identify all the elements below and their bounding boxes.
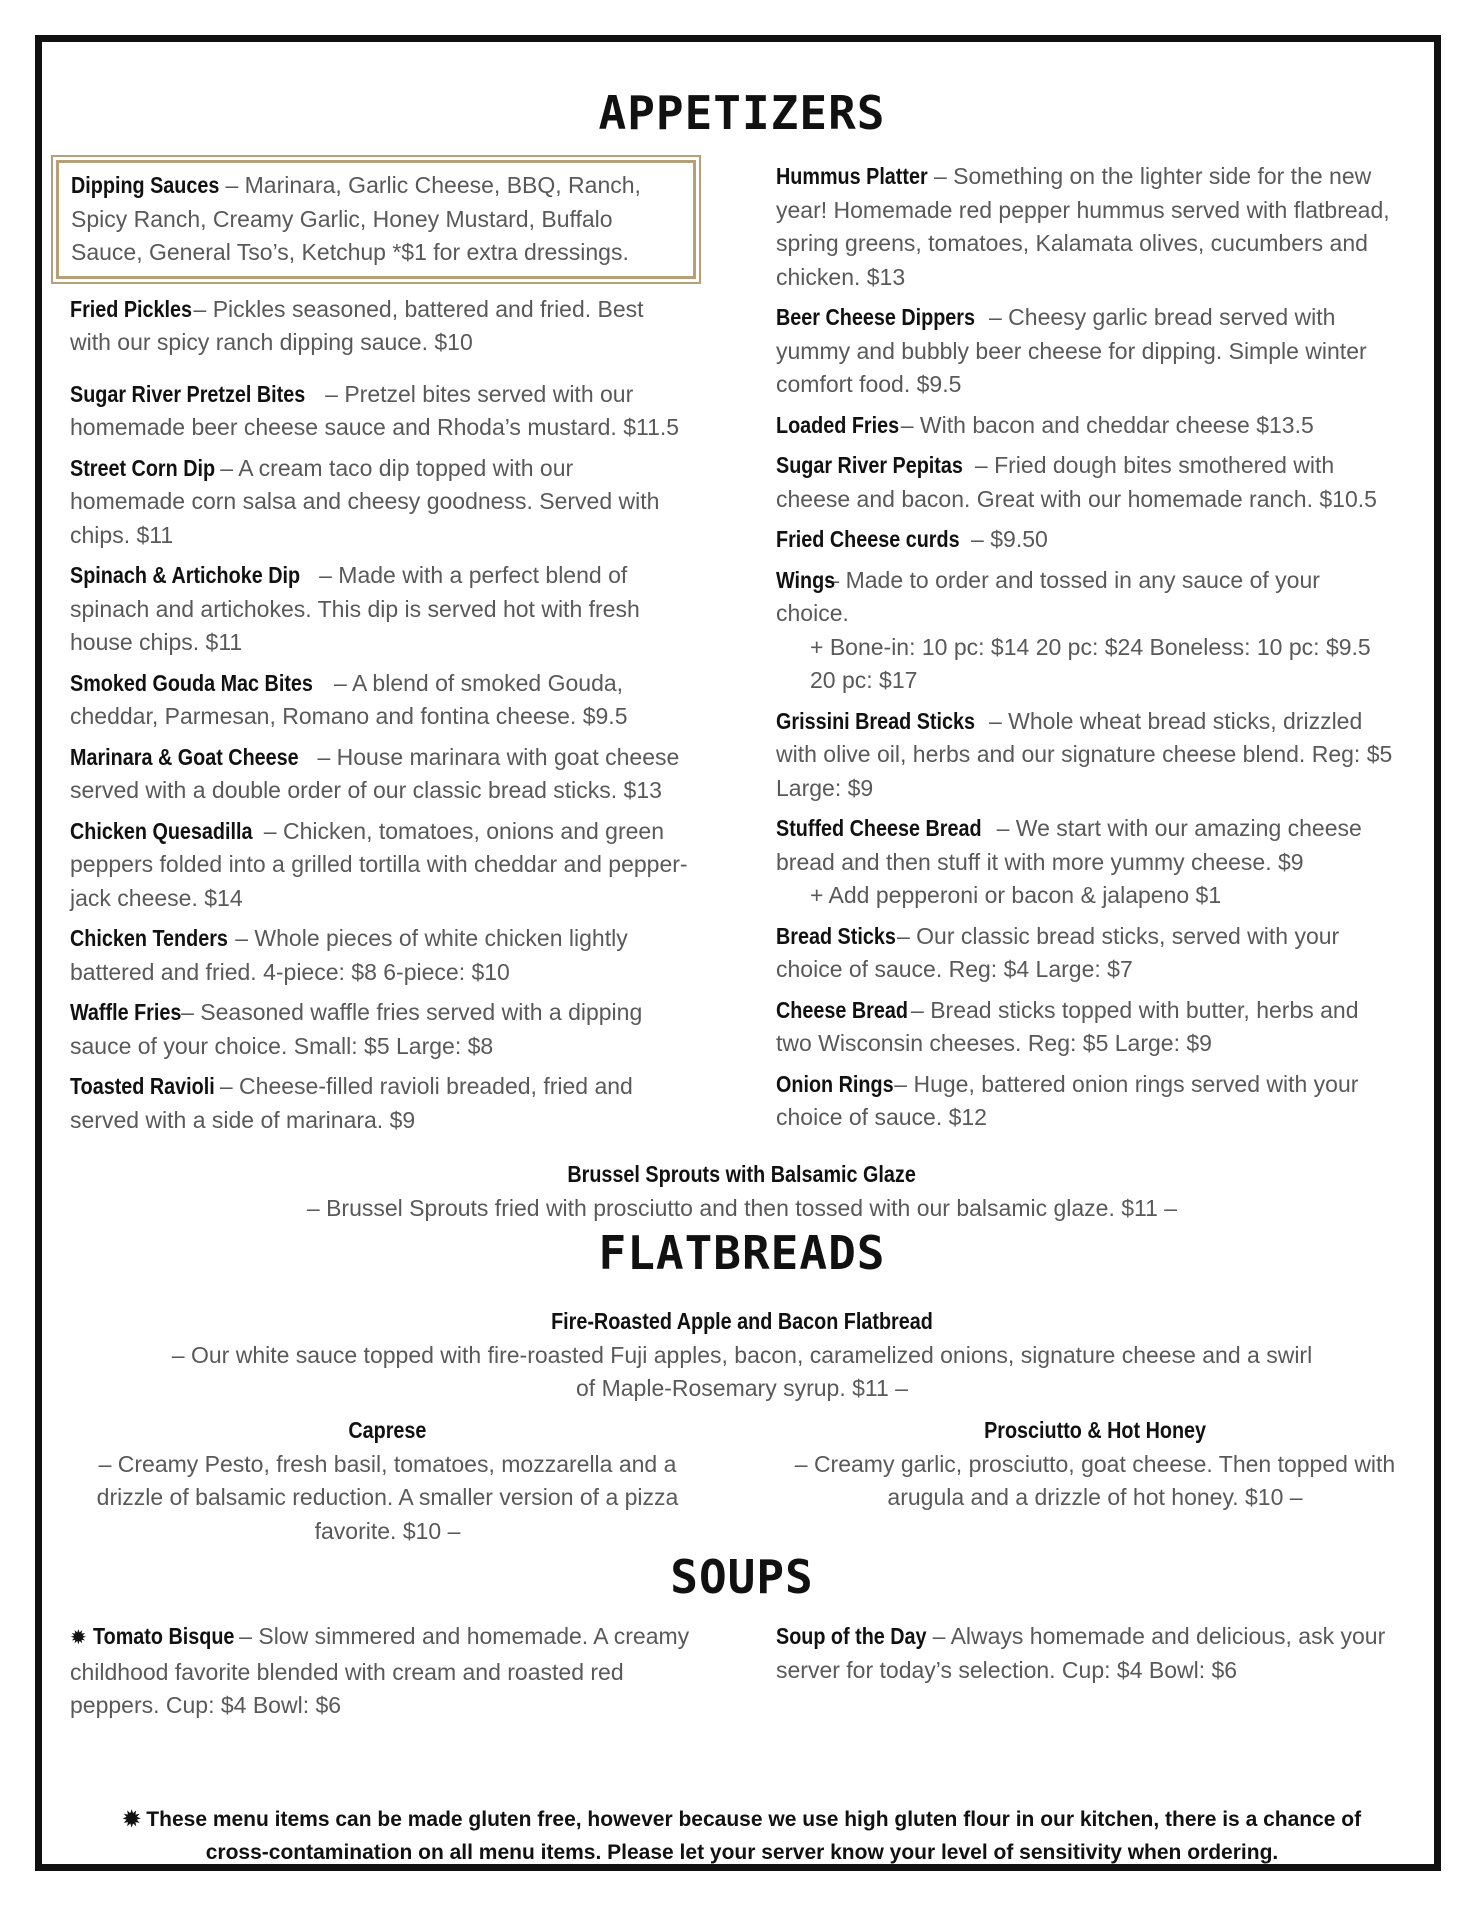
item-desc: – Our classic bread sticks, served with your choice of sauce. Reg: $4 Large: $7 [776, 922, 1340, 982]
menu-item [70, 1620, 690, 1723]
item-name: Fried Cheese curds [776, 526, 960, 552]
item-name: Hummus Platter [776, 163, 928, 189]
item-desc: – Whole wheat bread sticks, drizzled with olive oil, herbs and our signature cheese blend. Reg: $5 Large: $9 [776, 707, 1393, 801]
soup-right [776, 1620, 1396, 1694]
footnote-text: These menu items can be made gluten free, however because we use high gluten flour in our kitchen, there is a chance of cross-contamination on all menu items. Please let your server know your level of sensitivity when ordering. [140, 1808, 1362, 1864]
prosciutto-flatbread [780, 1414, 1410, 1515]
soups-heading: SOUPS [670, 1550, 814, 1604]
item-desc: – Whole pieces of white chicken lightly battered and fried. 4-piece: $8 6-piece: $10 [70, 925, 628, 985]
menu-item [70, 559, 690, 660]
item-name: Prosciutto & Hot Honey [984, 1417, 1206, 1443]
item-name: Beer Cheese Dippers [776, 304, 975, 330]
menu-item [776, 160, 1396, 294]
item-name: Smoked Gouda Mac Bites [70, 669, 313, 696]
appetizers-heading: APPETIZERS [598, 86, 886, 140]
menu-item [776, 812, 1396, 879]
brussel-sprouts-item [200, 1158, 1284, 1225]
item-name: Brussel Sprouts with Balsamic Glaze [567, 1161, 917, 1187]
item-name: Wings [776, 566, 836, 593]
wings-options: + Bone-in: 10 pc: $14 20 pc: $24 Boneless: 10 pc: $9.5 20 pc: $17 [810, 633, 1371, 693]
item-desc: – Creamy Pesto, fresh basil, tomatoes, mozzarella and a drizzle of balsamic reduction. A smaller version of a pizza favorite. $10 – [96, 1450, 679, 1544]
appetizers-right-column [776, 160, 1396, 1142]
gluten-footnote [120, 1803, 1364, 1869]
item-desc: – Huge, battered onion rings served with your choice of sauce. $12 [776, 1070, 1359, 1130]
item-name: Tomato Bisque [93, 1623, 235, 1649]
menu-item [776, 523, 1396, 557]
menu-item [776, 994, 1396, 1061]
menu-item [776, 564, 1396, 631]
item-desc: – Seasoned waffle fries served with a dipping sauce of your choice. Small: $5 Large: $8 [70, 999, 643, 1059]
item-desc: – Something on the lighter side for the new year! Homemade red pepper hummus served with flatbread, spring greens, tomatoes, Kalamata olives, cucumbers and chicken. $13 [776, 163, 1390, 290]
item-desc: – Always homemade and delicious, ask your server for today’s selection. Cup: $4 Bowl: $6 [776, 1623, 1386, 1683]
menu-item [70, 378, 690, 445]
menu-item [70, 667, 690, 734]
item-name: Cheese Bread [776, 996, 908, 1023]
menu-item [776, 449, 1396, 516]
stuffed-bread-addon: + Add pepperoni or bacon & jalapeno $1 [810, 882, 1222, 908]
appetizers-left-column [70, 160, 690, 1144]
item-desc: – Fried dough bites smothered with cheese and bacon. Great with our homemade ranch. $10.5 [776, 452, 1377, 512]
item-name: Sugar River Pretzel Bites [70, 380, 306, 407]
item-desc: – Brussel Sprouts fried with prosciutto and then tossed with our balsamic glaze. $11 – [306, 1194, 1178, 1221]
flatbreads-heading: FLATBREADS [598, 1226, 886, 1280]
menu-item [776, 1068, 1396, 1135]
item-desc: – Made to order and tossed in any sauce of your choice. [776, 566, 1320, 626]
item-name: Grissini Bread Sticks [776, 707, 975, 734]
item-desc: – $9.50 [964, 526, 1048, 552]
menu-item [70, 922, 690, 989]
item-name: Sugar River Pepitas [776, 452, 963, 478]
menu-item [776, 705, 1396, 806]
item-name: Stuffed Cheese Bread [776, 815, 982, 841]
menu-item [776, 1620, 1396, 1687]
menu-item [70, 996, 690, 1063]
menu-item [70, 293, 690, 360]
menu-item [70, 815, 690, 916]
dipping-sauces-box [56, 160, 696, 279]
gluten-free-icon: ✹ [70, 1627, 87, 1649]
item-name: Chicken Quesadilla [70, 817, 253, 844]
menu-item [776, 409, 1396, 443]
item-name: Onion Rings [776, 1070, 894, 1097]
item-desc: – Bread sticks topped with butter, herbs and two Wisconsin cheeses. Reg: $5 Large: $9 [776, 996, 1359, 1056]
menu-item [70, 741, 690, 808]
soup-left [70, 1620, 690, 1730]
item-desc: – Pretzel bites served with our homemade beer cheese sauce and Rhoda’s mustard. $11.5 [70, 380, 680, 440]
item-desc: – Pickles seasoned, battered and fried. Best with our spicy ranch dipping sauce. $10 [70, 295, 644, 355]
menu-item [776, 301, 1396, 402]
item-name: Loaded Fries [776, 411, 900, 438]
item-desc: – A blend of smoked Gouda, cheddar, Parmesan, Romano and fontina cheese. $9.5 [70, 669, 628, 729]
item-name: Caprese [348, 1417, 427, 1443]
item-name: Chicken Tenders [70, 925, 228, 951]
caprese-flatbread [85, 1414, 690, 1548]
item-name: Toasted Ravioli [70, 1073, 215, 1099]
apple-bacon-flatbread [150, 1305, 1334, 1406]
item-desc: – Cheese-filled ravioli breaded, fried and served with a side of marinara. $9 [70, 1073, 633, 1133]
menu-item [70, 1070, 690, 1137]
item-name: Waffle Fries [70, 999, 182, 1025]
item-desc: – Made with a perfect blend of spinach and artichokes. This dip is served hot with fresh house chips. $11 [70, 562, 640, 655]
item-desc: – A cream taco dip topped with our homemade corn salsa and cheesy goodness. Served with chips. $11 [70, 454, 660, 548]
item-name: Marinara & Goat Cheese [70, 743, 299, 770]
item-desc: – With bacon and cheddar cheese $13.5 [894, 411, 1314, 438]
item-name: Fire-Roasted Apple and Bacon Flatbread [551, 1308, 933, 1334]
item-desc: – Cheesy garlic bread served with yummy and bubbly beer cheese for dipping. Simple winter comfort food. $9.5 [776, 304, 1367, 397]
item-name: Fried Pickles [70, 295, 193, 322]
item-name: Dipping Sauces [71, 172, 220, 198]
item-desc: – Chicken, tomatoes, onions and green peppers folded into a grilled tortilla with cheddar and pepper-jack cheese. $14 [70, 817, 688, 911]
item-name: Street Corn Dip [70, 454, 216, 481]
item-desc: – Marinara, Garlic Cheese, BBQ, Ranch, Spicy Ranch, Creamy Garlic, Honey Mustard, Buffalo Sauce, General Tso’s, Ketchup *$1 for extra dressings. [71, 172, 641, 265]
item-desc: – We start with our amazing cheese bread and then stuff it with more yummy cheese. $9 [776, 815, 1362, 875]
menu-item [70, 452, 690, 553]
item-name: Bread Sticks [776, 922, 896, 949]
item-desc: – Slow simmered and homemade. A creamy childhood favorite blended with cream and roasted red peppers. Cup: $4 Bowl: $6 [70, 1623, 690, 1718]
item-desc: – Creamy garlic, prosciutto, goat cheese. Then topped with arugula and a drizzle of hot honey. $10 – [794, 1450, 1396, 1510]
menu-item [776, 920, 1396, 987]
item-name: Spinach & Artichoke Dip [70, 562, 301, 588]
item-desc: – House marinara with goat cheese served with a double order of our classic bread sticks. $13 [70, 743, 680, 803]
gluten-free-icon: ✹ [122, 1808, 141, 1831]
item-name: Soup of the Day [776, 1623, 927, 1649]
item-desc: – Our white sauce topped with fire-roasted Fuji apples, bacon, caramelized onions, signature cheese and a swirl of Maple-Rosemary syrup. $11 – [171, 1341, 1313, 1401]
